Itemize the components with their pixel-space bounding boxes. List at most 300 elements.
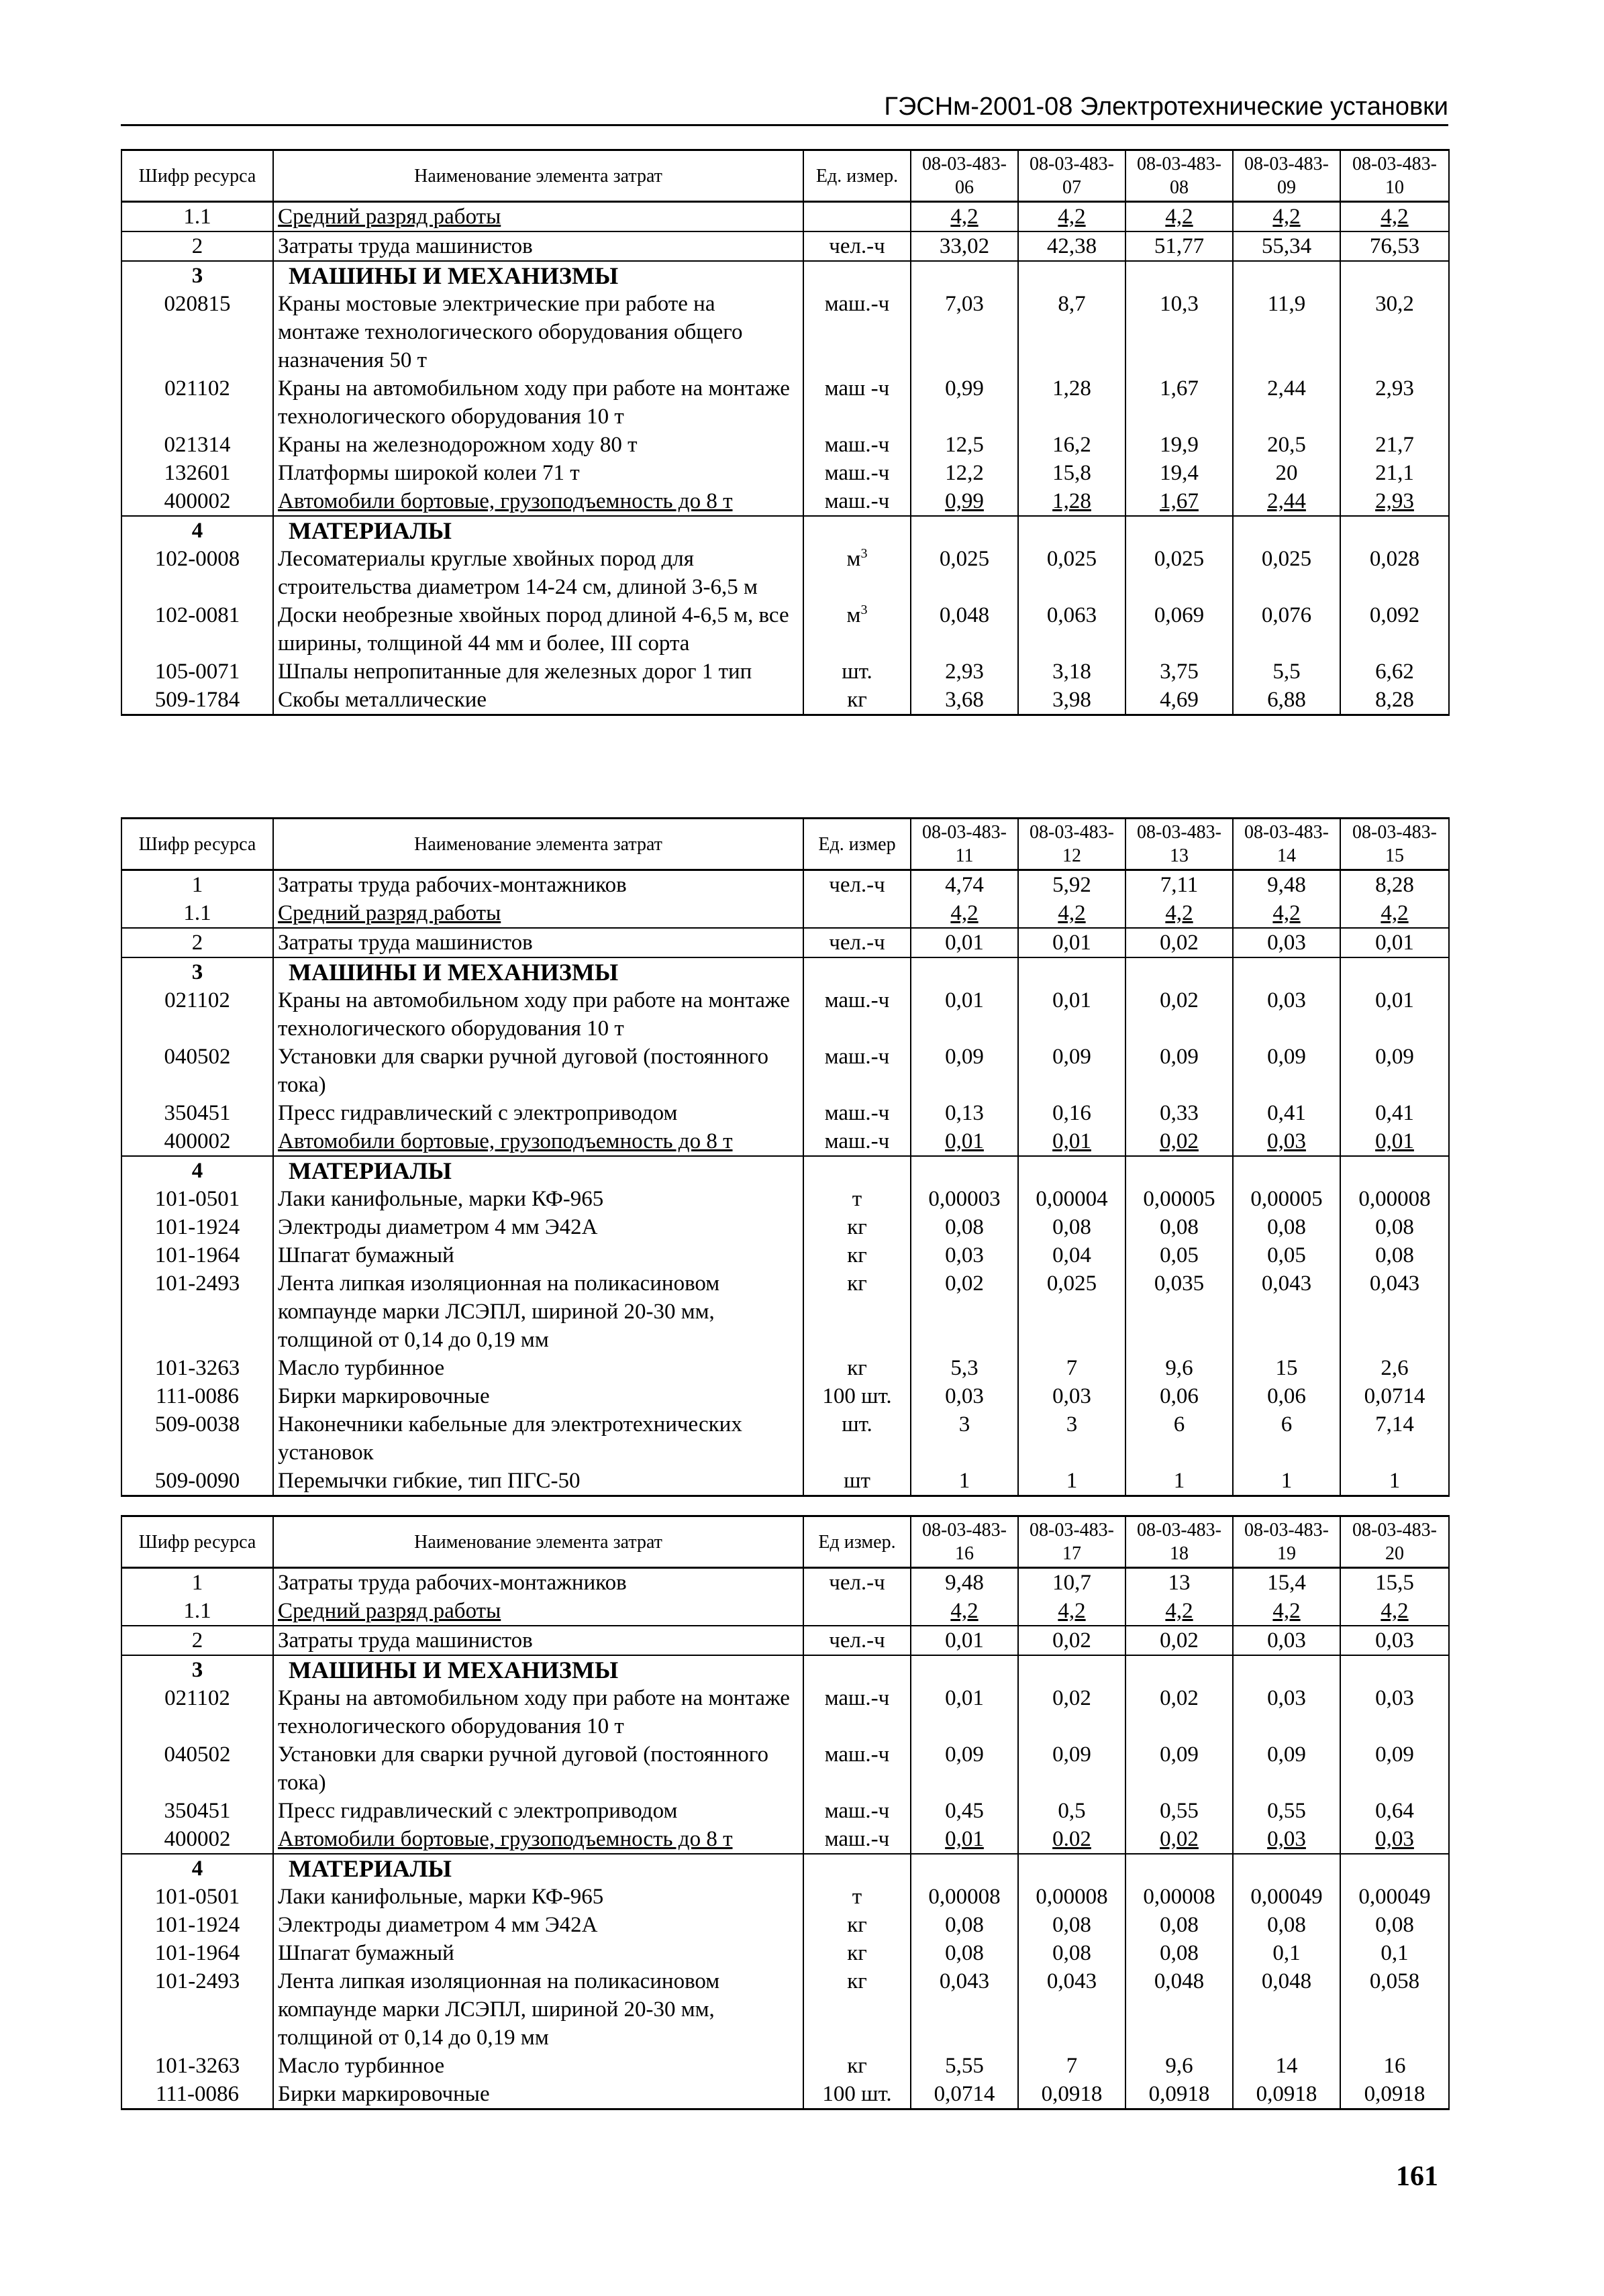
- value-cell: 0,03: [1233, 1127, 1340, 1156]
- table-row: [121, 202, 1449, 232]
- resource-code: 040502: [121, 1043, 273, 1099]
- value-cell: 0,09: [1125, 1043, 1233, 1099]
- section-title: МАТЕРИАЛЫ: [273, 1854, 803, 1883]
- value-cell: 0,09: [1233, 1043, 1340, 1099]
- resource-code: 3: [121, 1655, 273, 1684]
- value-cell: 0,45: [911, 1797, 1018, 1825]
- value-cell: 20: [1233, 459, 1340, 487]
- table-row: [121, 1911, 1449, 1939]
- unit-cell: [803, 1568, 911, 1598]
- table-row: [121, 1354, 1449, 1382]
- value-cell: 2,93: [911, 658, 1018, 686]
- empty-cell: [911, 1854, 1018, 1883]
- value-cell: 0,00008: [911, 1883, 1018, 1911]
- resource-code: 509-1784: [121, 686, 273, 715]
- empty-cell: [1125, 261, 1233, 290]
- resource-code: 1.1: [121, 899, 273, 928]
- table-row: [121, 1597, 1449, 1626]
- unit-label: кг: [847, 688, 867, 712]
- unit-cell: [803, 899, 911, 928]
- value-cell: 0,00005: [1233, 1185, 1340, 1213]
- value-cell: 4,2: [911, 899, 1018, 928]
- resource-table-2: [121, 817, 1450, 1497]
- value-cell: 0,043: [1233, 1269, 1340, 1354]
- section-title: МАТЕРИАЛЫ: [273, 516, 803, 545]
- value-cell: 6,62: [1340, 658, 1449, 686]
- value-cell: 7,03: [911, 290, 1018, 374]
- value-cell: 2,44: [1233, 487, 1340, 516]
- unit-label: маш.-ч: [824, 1799, 890, 1823]
- resource-name: Затраты труда машинистов: [273, 231, 803, 261]
- resource-name: Лаки канифольные, марки КФ-965: [273, 1185, 803, 1213]
- unit-cell: [803, 1626, 911, 1655]
- value-cell: 0,02: [1125, 1684, 1233, 1740]
- resource-code: 2: [121, 1626, 273, 1655]
- table-row: [121, 1382, 1449, 1410]
- unit-cell: [803, 545, 911, 601]
- value-cell: 0,64: [1340, 1797, 1449, 1825]
- table-row: [121, 1185, 1449, 1213]
- value-cell: 5,55: [911, 2052, 1018, 2080]
- resource-code: 021314: [121, 431, 273, 459]
- header-norm-code: 08-03-483-08: [1125, 150, 1233, 202]
- value-cell: 0,043: [1018, 1967, 1125, 2052]
- value-cell: 9,6: [1125, 1354, 1233, 1382]
- value-cell: 0,09: [1018, 1043, 1125, 1099]
- empty-cell: [1125, 516, 1233, 545]
- value-cell: 15,4: [1233, 1568, 1340, 1598]
- value-cell: 4,2: [1233, 1597, 1340, 1626]
- empty-cell: [1340, 1655, 1449, 1684]
- resource-name: Лента липкая изоляционная на поликасиновом компаунде марки ЛСЭПЛ, шириной 20-30 мм, толщиной от 0,14 до 0,19 мм: [273, 1967, 803, 2052]
- value-cell: 6: [1125, 1410, 1233, 1467]
- value-cell: 9,48: [1233, 870, 1340, 900]
- value-cell: 0,025: [911, 545, 1018, 601]
- resource-name: Установки для сварки ручной дуговой (постоянного тока): [273, 1740, 803, 1797]
- value-cell: 1,28: [1018, 487, 1125, 516]
- value-cell: 0,01: [1340, 1127, 1449, 1156]
- table-header-row: [121, 150, 1449, 202]
- value-cell: 3: [1018, 1410, 1125, 1467]
- value-cell: 14: [1233, 2052, 1340, 2080]
- resource-name: Средний разряд работы: [273, 1597, 803, 1626]
- unit-cell: [803, 1684, 911, 1740]
- resource-name: Доски необрезные хвойных пород длиной 4-6,5 м, все ширины, толщиной 44 мм и более, III сорта: [273, 601, 803, 658]
- value-cell: 0,03: [911, 1241, 1018, 1269]
- value-cell: 0,08: [1233, 1911, 1340, 1939]
- table-row: [121, 290, 1449, 374]
- unit-label: чел.-ч: [829, 234, 885, 258]
- value-cell: 9,48: [911, 1568, 1018, 1598]
- empty-cell: [1340, 957, 1449, 986]
- value-cell: 16: [1340, 2052, 1449, 2080]
- value-cell: 0,16: [1018, 1099, 1125, 1127]
- header-code: Шифр ресурса: [121, 1516, 273, 1568]
- value-cell: 0,028: [1340, 545, 1449, 601]
- value-cell: 0,08: [1018, 1939, 1125, 1967]
- value-cell: 0,08: [1340, 1241, 1449, 1269]
- value-cell: 0,09: [911, 1043, 1018, 1099]
- value-cell: 13: [1125, 1568, 1233, 1598]
- value-cell: 0,025: [1018, 1269, 1125, 1354]
- header-norm-code: 08-03-483-12: [1018, 819, 1125, 870]
- value-cell: 8,28: [1340, 686, 1449, 715]
- resource-name: Затраты труда рабочих-монтажников: [273, 1568, 803, 1598]
- resource-code: 105-0071: [121, 658, 273, 686]
- resource-code: 4: [121, 516, 273, 545]
- value-cell: 2,93: [1340, 487, 1449, 516]
- unit-label: кг: [847, 1271, 867, 1296]
- unit-label: 100 шт.: [822, 1384, 892, 1408]
- empty-cell: [1340, 1854, 1449, 1883]
- resource-code: 400002: [121, 487, 273, 516]
- unit-cell: [803, 1410, 911, 1467]
- resource-code: 3: [121, 957, 273, 986]
- table-row: [121, 1797, 1449, 1825]
- unit-cell: [803, 1127, 911, 1156]
- value-cell: 2,44: [1233, 374, 1340, 431]
- value-cell: 2,6: [1340, 1354, 1449, 1382]
- value-cell: 0,058: [1340, 1967, 1449, 2052]
- resource-name: Шпалы непропитанные для железных дорог 1 тип: [273, 658, 803, 686]
- unit-label: маш.-ч: [824, 1045, 890, 1069]
- value-cell: 0,01: [1018, 1127, 1125, 1156]
- resource-code: 101-1964: [121, 1939, 273, 1967]
- table-row: [121, 1213, 1449, 1241]
- header-norm-code: 08-03-483-15: [1340, 819, 1449, 870]
- unit-cell: [803, 601, 911, 658]
- resource-code: 101-0501: [121, 1883, 273, 1911]
- table-header-row: [121, 1516, 1449, 1568]
- empty-cell: [911, 1655, 1018, 1684]
- value-cell: 0,00005: [1125, 1185, 1233, 1213]
- resource-code: 4: [121, 1156, 273, 1185]
- value-cell: 0,0918: [1125, 2080, 1233, 2109]
- value-cell: 1: [911, 1467, 1018, 1496]
- resource-code: 4: [121, 1854, 273, 1883]
- value-cell: 0,08: [1125, 1213, 1233, 1241]
- unit-cell: [803, 1825, 911, 1854]
- unit-label: маш.-ч: [824, 1686, 890, 1710]
- value-cell: 0,09: [911, 1740, 1018, 1797]
- section-row: [121, 1156, 1449, 1185]
- resource-name: Масло турбинное: [273, 1354, 803, 1382]
- value-cell: 0,03: [911, 1382, 1018, 1410]
- unit-cell: [803, 1241, 911, 1269]
- value-cell: 4,2: [1125, 899, 1233, 928]
- value-cell: 0,02: [1018, 1684, 1125, 1740]
- empty-cell: [1018, 1156, 1125, 1185]
- value-cell: 0,00008: [1125, 1883, 1233, 1911]
- value-cell: 0,00049: [1233, 1883, 1340, 1911]
- resource-name: Лесоматериалы круглые хвойных пород для строительства диаметром 14-24 см, длиной 3-6,5 м: [273, 545, 803, 601]
- unit-cell: [803, 1467, 911, 1496]
- value-cell: 4,2: [1340, 202, 1449, 232]
- value-cell: 4,2: [1340, 1597, 1449, 1626]
- value-cell: 21,7: [1340, 431, 1449, 459]
- value-cell: 0,035: [1125, 1269, 1233, 1354]
- table-row: [121, 899, 1449, 928]
- value-cell: 0,01: [1018, 986, 1125, 1043]
- resource-code: 1: [121, 1568, 273, 1598]
- resource-code: 021102: [121, 986, 273, 1043]
- value-cell: 0,01: [1340, 986, 1449, 1043]
- value-cell: 9,6: [1125, 2052, 1233, 2080]
- table-row: [121, 1127, 1449, 1156]
- resource-code: 101-1924: [121, 1911, 273, 1939]
- value-cell: 0,09: [1233, 1740, 1340, 1797]
- value-cell: 8,28: [1340, 870, 1449, 900]
- resource-code: 101-3263: [121, 2052, 273, 2080]
- value-cell: 1: [1018, 1467, 1125, 1496]
- resource-name: Перемычки гибкие, тип ПГС-50: [273, 1467, 803, 1496]
- resource-name: Пресс гидравлический с электроприводом: [273, 1797, 803, 1825]
- empty-cell: [1340, 516, 1449, 545]
- value-cell: 0,069: [1125, 601, 1233, 658]
- value-cell: 0,08: [1340, 1911, 1449, 1939]
- table-row: [121, 1241, 1449, 1269]
- value-cell: 0,08: [911, 1939, 1018, 1967]
- empty-cell: [803, 1854, 911, 1883]
- unit-cell: [803, 1213, 911, 1241]
- unit-cell: [803, 1269, 911, 1354]
- value-cell: 0,00008: [1340, 1185, 1449, 1213]
- value-cell: 0,04: [1018, 1241, 1125, 1269]
- empty-cell: [1018, 516, 1125, 545]
- unit-label: м: [846, 603, 861, 627]
- header-norm-code: 08-03-483-09: [1233, 150, 1340, 202]
- resource-code: 040502: [121, 1740, 273, 1797]
- resource-name: Лаки канифольные, марки КФ-965: [273, 1883, 803, 1911]
- unit-label: кг: [847, 1243, 867, 1267]
- unit-label: кг: [847, 1356, 867, 1380]
- value-cell: 0,08: [1018, 1911, 1125, 1939]
- unit-label: маш.-ч: [824, 461, 890, 485]
- value-cell: 4,2: [1018, 1597, 1125, 1626]
- unit-label: м: [846, 547, 861, 571]
- value-cell: 5,92: [1018, 870, 1125, 900]
- value-cell: 10,3: [1125, 290, 1233, 374]
- resource-name: Пресс гидравлический с электроприводом: [273, 1099, 803, 1127]
- header-name: Наименование элемента затрат: [273, 819, 803, 870]
- resource-code: 101-1964: [121, 1241, 273, 1269]
- unit-cell: [803, 1185, 911, 1213]
- page-number: 161: [1396, 2161, 1438, 2192]
- resource-name: Краны мостовые электрические при работе на монтаже технологического оборудования общего назначения 50 т: [273, 290, 803, 374]
- value-cell: 0,99: [911, 374, 1018, 431]
- empty-cell: [911, 957, 1018, 986]
- value-cell: 0,02: [1125, 1626, 1233, 1655]
- resource-name: Электроды диаметром 4 мм Э42А: [273, 1911, 803, 1939]
- empty-cell: [803, 1655, 911, 1684]
- value-cell: 0,01: [911, 928, 1018, 957]
- empty-cell: [911, 261, 1018, 290]
- value-cell: 0,00003: [911, 1185, 1018, 1213]
- unit-label: чел.-ч: [829, 1628, 885, 1653]
- table-row: [121, 2080, 1449, 2109]
- unit-label: т: [852, 1885, 862, 1909]
- value-cell: 0,00004: [1018, 1185, 1125, 1213]
- unit-exponent: 3: [860, 603, 868, 617]
- empty-cell: [1018, 1655, 1125, 1684]
- unit-label: маш.-ч: [824, 489, 890, 513]
- value-cell: 0,05: [1233, 1241, 1340, 1269]
- table-row: [121, 431, 1449, 459]
- value-cell: 0,13: [911, 1099, 1018, 1127]
- empty-cell: [911, 516, 1018, 545]
- resource-table-1: [121, 149, 1450, 716]
- table-row: [121, 686, 1449, 715]
- unit-cell: [803, 1911, 911, 1939]
- value-cell: 0,55: [1125, 1797, 1233, 1825]
- unit-cell: [803, 686, 911, 715]
- header-norm-code: 08-03-483-20: [1340, 1516, 1449, 1568]
- resource-table-3: [121, 1515, 1450, 2110]
- value-cell: 4,2: [1340, 899, 1449, 928]
- resource-code: 132601: [121, 459, 273, 487]
- table-row: [121, 1967, 1449, 2052]
- table-row: [121, 545, 1449, 601]
- value-cell: 0,01: [911, 1684, 1018, 1740]
- value-cell: 3,75: [1125, 658, 1233, 686]
- unit-label: маш.-ч: [824, 292, 890, 316]
- value-cell: 19,9: [1125, 431, 1233, 459]
- value-cell: 0,01: [911, 1127, 1018, 1156]
- value-cell: 0,02: [1125, 1825, 1233, 1854]
- table-row: [121, 601, 1449, 658]
- resource-name: Средний разряд работы: [273, 202, 803, 232]
- value-cell: 0,33: [1125, 1099, 1233, 1127]
- value-cell: 2,93: [1340, 374, 1449, 431]
- value-cell: 4,74: [911, 870, 1018, 900]
- value-cell: 30,2: [1340, 290, 1449, 374]
- value-cell: 0,55: [1233, 1797, 1340, 1825]
- value-cell: 0,00049: [1340, 1883, 1449, 1911]
- page-header: ГЭСНм-2001-08 Электротехнические установки: [121, 93, 1448, 126]
- unit-exponent: 3: [860, 546, 868, 561]
- empty-cell: [1233, 1854, 1340, 1883]
- resource-code: 020815: [121, 290, 273, 374]
- empty-cell: [1233, 516, 1340, 545]
- empty-cell: [1233, 957, 1340, 986]
- unit-cell: [803, 1967, 911, 2052]
- unit-label: кг: [847, 1941, 867, 1965]
- value-cell: 0,076: [1233, 601, 1340, 658]
- resource-name: Краны на железнодорожном ходу 80 т: [273, 431, 803, 459]
- value-cell: 0,048: [1233, 1967, 1340, 2052]
- value-cell: 0,02: [1018, 1626, 1125, 1655]
- resource-code: 1.1: [121, 1597, 273, 1626]
- unit-label: маш.-ч: [824, 1129, 890, 1153]
- unit-label: чел.-ч: [829, 873, 885, 897]
- resource-code: 102-0081: [121, 601, 273, 658]
- value-cell: 10,7: [1018, 1568, 1125, 1598]
- value-cell: 3: [911, 1410, 1018, 1467]
- unit-cell: [803, 374, 911, 431]
- empty-cell: [1125, 1156, 1233, 1185]
- resource-name: Платформы широкой колеи 71 т: [273, 459, 803, 487]
- resource-name: Краны на автомобильном ходу при работе на монтаже технологического оборудования 10 т: [273, 986, 803, 1043]
- value-cell: 3,68: [911, 686, 1018, 715]
- empty-cell: [1125, 957, 1233, 986]
- value-cell: 0,048: [911, 601, 1018, 658]
- unit-cell: [803, 658, 911, 686]
- value-cell: 0,09: [1125, 1740, 1233, 1797]
- header-name: Наименование элемента затрат: [273, 150, 803, 202]
- table-row: [121, 231, 1449, 261]
- empty-cell: [803, 1156, 911, 1185]
- resource-code: 111-0086: [121, 2080, 273, 2109]
- unit-cell: [803, 870, 911, 900]
- section-title: МАШИНЫ И МЕХАНИЗМЫ: [273, 1655, 803, 1684]
- unit-cell: [803, 1099, 911, 1127]
- table-row: [121, 1099, 1449, 1127]
- value-cell: 1: [1125, 1467, 1233, 1496]
- value-cell: 0,025: [1233, 545, 1340, 601]
- value-cell: 12,5: [911, 431, 1018, 459]
- resource-code: 350451: [121, 1797, 273, 1825]
- unit-label: 100 шт.: [822, 2082, 892, 2106]
- value-cell: 4,2: [1233, 899, 1340, 928]
- section-row: [121, 261, 1449, 290]
- table-row: [121, 1740, 1449, 1797]
- value-cell: 4,2: [911, 202, 1018, 232]
- resource-code: 350451: [121, 1099, 273, 1127]
- value-cell: 19,4: [1125, 459, 1233, 487]
- resource-name: Наконечники кабельные для электротехнических установок: [273, 1410, 803, 1467]
- section-row: [121, 957, 1449, 986]
- empty-cell: [1233, 1655, 1340, 1684]
- value-cell: 0,03: [1233, 928, 1340, 957]
- unit-label: маш.-ч: [824, 1742, 890, 1767]
- empty-cell: [1340, 1156, 1449, 1185]
- resource-name: Краны на автомобильном ходу при работе на монтаже технологического оборудования 10 т: [273, 374, 803, 431]
- table-row: [121, 1684, 1449, 1740]
- empty-cell: [1018, 1854, 1125, 1883]
- unit-cell: [803, 1597, 911, 1626]
- value-cell: 0,08: [1125, 1939, 1233, 1967]
- value-cell: 0,1: [1340, 1939, 1449, 1967]
- resource-code: 021102: [121, 1684, 273, 1740]
- resource-code: 101-3263: [121, 1354, 273, 1382]
- header-code: Шифр ресурса: [121, 150, 273, 202]
- resource-name: Шпагат бумажный: [273, 1939, 803, 1967]
- unit-cell: [803, 928, 911, 957]
- empty-cell: [1340, 261, 1449, 290]
- table-row: [121, 1883, 1449, 1911]
- value-cell: 6: [1233, 1410, 1340, 1467]
- unit-cell: [803, 487, 911, 516]
- table-row: [121, 658, 1449, 686]
- header-unit: Ед. измер: [803, 819, 911, 870]
- resource-name: Автомобили бортовые, грузоподъемность до 8 т: [273, 487, 803, 516]
- value-cell: 0,08: [1340, 1213, 1449, 1241]
- value-cell: 0,03: [1340, 1684, 1449, 1740]
- table-row: [121, 2052, 1449, 2080]
- table-row: [121, 1939, 1449, 1967]
- resource-name: Установки для сварки ручной дуговой (постоянного тока): [273, 1043, 803, 1099]
- value-cell: 33,02: [911, 231, 1018, 261]
- unit-label: кг: [847, 1913, 867, 1937]
- value-cell: 1,28: [1018, 374, 1125, 431]
- resource-code: 400002: [121, 1825, 273, 1854]
- value-cell: 0,01: [1340, 928, 1449, 957]
- unit-cell: [803, 986, 911, 1043]
- value-cell: 0,09: [1340, 1740, 1449, 1797]
- header-unit: Ед. измер.: [803, 150, 911, 202]
- value-cell: 55,34: [1233, 231, 1340, 261]
- unit-label: шт: [844, 1469, 870, 1493]
